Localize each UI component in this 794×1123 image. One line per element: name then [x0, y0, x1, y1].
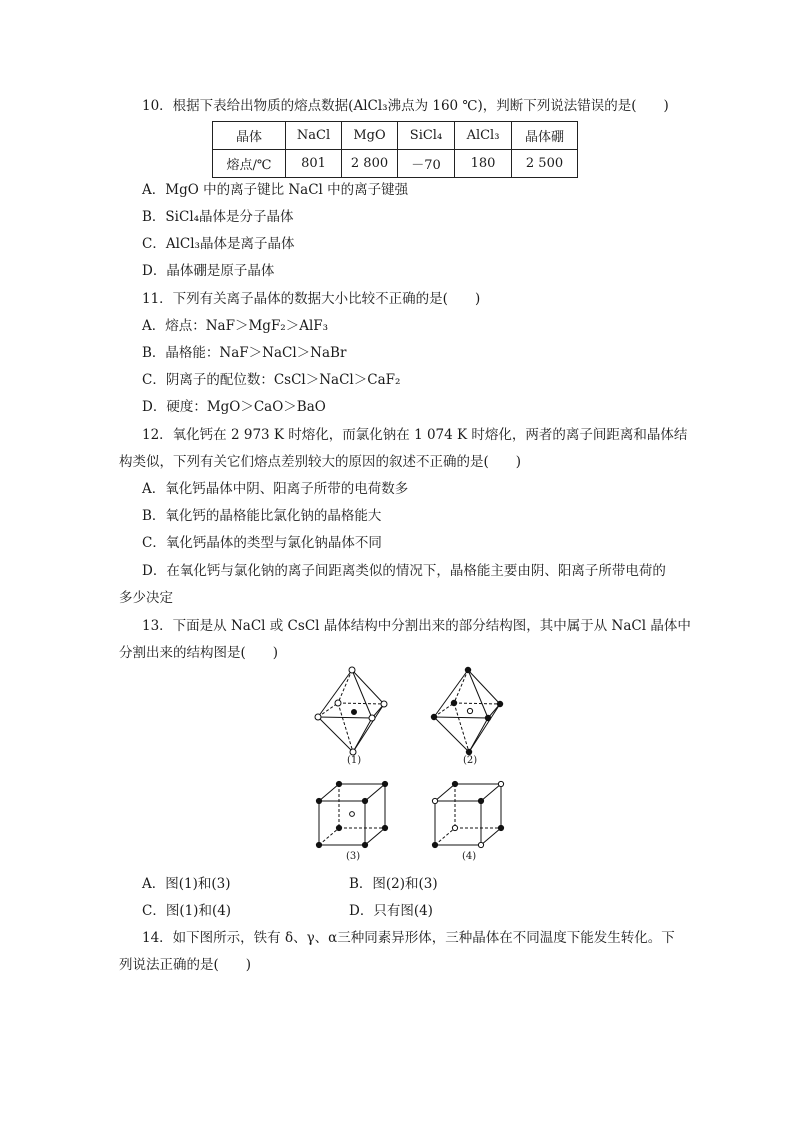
- table-cell: 晶体: [213, 122, 286, 150]
- table-row: [213, 150, 578, 178]
- q10-stem: 10．根据下表给出物质的熔点数据(AlCl₃沸点为 160 ℃)，判断下列说法错误的是( ): [142, 98, 669, 114]
- table-cell: SiCl₄: [398, 122, 455, 150]
- q11-option-b: B．晶格能：NaF＞NaCl＞NaBr: [142, 345, 347, 361]
- q13-option-a: A．图(1)和(3): [142, 876, 231, 892]
- q12-option-b: B．氧化钙的晶格能比氯化钠的晶格能大: [142, 508, 382, 524]
- q10-option-c: C．AlCl₃晶体是离子晶体: [142, 236, 295, 252]
- q12-option-c: C．氧化钙晶体的类型与氯化钠晶体不同: [142, 535, 382, 551]
- q11-option-c: C．阴离子的配位数：CsCl＞NaCl＞CaF₂: [142, 372, 401, 388]
- q13-stem-line2: 分割出来的结构图是( ): [119, 645, 279, 661]
- q11-option-d: D．硬度：MgO＞CaO＞BaO: [142, 399, 326, 415]
- figure-1-octahedron: [312, 665, 394, 757]
- table-cell: 熔点/℃: [213, 150, 286, 178]
- table-cell: AlCl₃: [455, 122, 512, 150]
- figure-4-label: (4): [462, 851, 477, 862]
- q12-option-d-cont: 多少决定: [119, 590, 173, 606]
- q12-option-a: A．氧化钙晶体中阴、阳离子所带的电荷数多: [142, 481, 409, 497]
- q13-stem-line1: 13．下面是从 NaCl 或 CsCl 晶体结构中分割出来的部分结构图，其中属于从 NaCl 晶体中: [142, 618, 691, 634]
- table-cell: 2 500: [512, 150, 578, 178]
- figure-3-cube: [313, 780, 393, 850]
- figure-2-octahedron: [428, 665, 510, 757]
- table-cell: 801: [286, 150, 342, 178]
- table-cell: 180: [455, 150, 512, 178]
- table-cell: 2 800: [342, 150, 398, 178]
- q11-stem: 11．下列有关离子晶体的数据大小比较不正确的是( ): [142, 291, 481, 307]
- figure-1-label: (1): [347, 755, 362, 766]
- q11-option-a: A．熔点：NaF＞MgF₂＞AlF₃: [142, 318, 329, 334]
- q12-stem-line1: 12．氧化钙在 2 973 K 时熔化，而氯化钠在 1 074 K 时熔化，两者的离子间距离和晶体结: [142, 427, 688, 443]
- q10-option-a: A．MgO 中的离子键比 NaCl 中的离子键强: [142, 182, 409, 198]
- table-cell: 晶体硼: [512, 122, 578, 150]
- figure-4-cube: [429, 780, 509, 850]
- figure-2-label: (2): [463, 755, 478, 766]
- figure-3-label: (3): [346, 851, 361, 862]
- melting-point-table: [212, 121, 578, 178]
- q13-option-b: B．图(2)和(3): [349, 876, 438, 892]
- table-cell: －70: [398, 150, 455, 178]
- table-cell: MgO: [342, 122, 398, 150]
- q12-option-d: D．在氧化钙与氯化钠的离子间距离类似的情况下，晶格能主要由阴、阳离子所带电荷的: [142, 563, 666, 579]
- q13-option-c: C．图(1)和(4): [142, 903, 232, 919]
- q14-stem-line2: 列说法正确的是( ): [119, 957, 252, 973]
- q10-option-d: D．晶体硼是原子晶体: [142, 263, 275, 279]
- table-header-row: [213, 122, 578, 150]
- q14-stem-line1: 14．如下图所示，铁有 δ、γ、α三种同素异形体，三种晶体在不同温度下能发生转化。下: [142, 930, 675, 946]
- q10-option-b: B．SiCl₄晶体是分子晶体: [142, 209, 294, 225]
- q13-option-d: D．只有图(4): [349, 903, 433, 919]
- q12-stem-line2: 构类似，下列有关它们熔点差别较大的原因的叙述不正确的是( ): [119, 454, 522, 470]
- table-cell: NaCl: [286, 122, 342, 150]
